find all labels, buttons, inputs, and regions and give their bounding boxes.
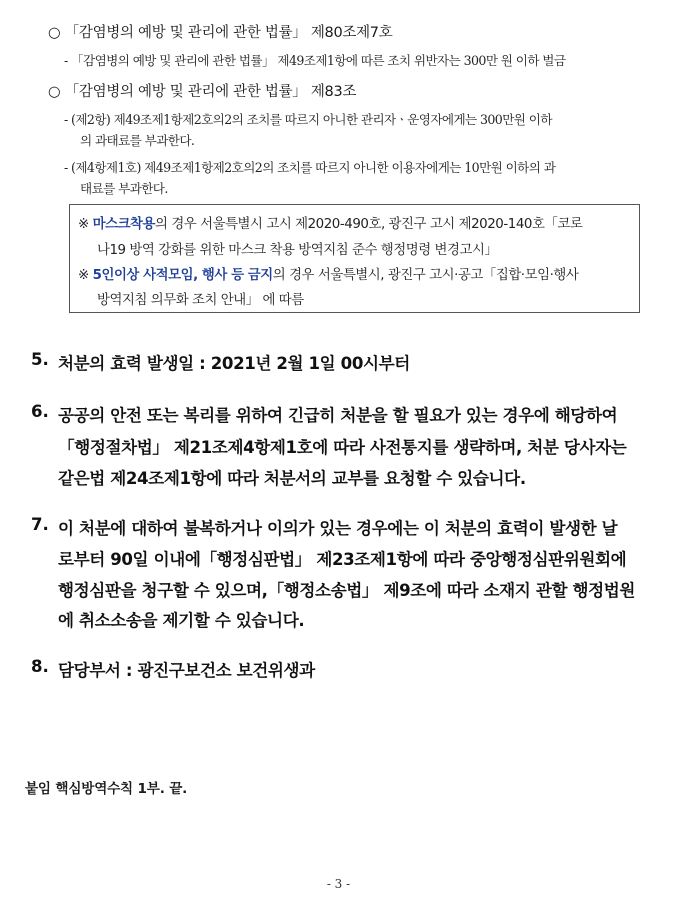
note-mark: ※ xyxy=(78,217,89,232)
note-mask-text-b: 나19 방역 강화를 위한 마스크 착용 방역지침 준수 행정명령 변경고시」 xyxy=(97,243,498,258)
law-item-article-83-para4-cont: 태료를 부과한다. xyxy=(80,181,168,196)
note-gathering-text-b: 방역지침 의무화 조치 안내」 에 따름 xyxy=(97,293,304,308)
section-7-number: 7. xyxy=(31,515,49,534)
section-6-line-2: 「행정절차법」 제21조제4항제1호에 따라 사전통지를 생략하며, 처분 당사자는 xyxy=(58,438,627,457)
law-item-article-83-para4: - (제4항제1호) 제49조제1항제2호의2의 조치를 따르지 아니한 이용자에게는 10만원 이하의 과 xyxy=(64,160,556,175)
note-mark: ※ xyxy=(78,268,89,283)
law-heading-article-83: ○ 「감염병의 예방 및 관리에 관한 법률」 제83조 xyxy=(48,84,357,100)
section-7-line-3: 행정심판을 청구할 수 있으며,「행정소송법」 제9조에 따라 소재지 관할 행정법원 xyxy=(58,581,635,600)
section-6-line-3: 같은법 제24조제1항에 따라 처분서의 교부를 요청할 수 있습니다. xyxy=(58,469,526,488)
note-mask-line-1 xyxy=(78,213,582,232)
section-7-line-4: 에 취소소송을 제기할 수 있습니다. xyxy=(58,611,305,630)
note-mask-text-a: 의 경우 서울특별시 고시 제2020-490호, 광진구 고시 제2020-140호「코로 xyxy=(155,217,583,232)
section-5-line-1: 처분의 효력 발생일 : 2021년 2월 1일 00시부터 xyxy=(58,354,410,373)
note-highlight-mask: 마스크착용 xyxy=(92,217,156,232)
law-item-article-80: - 「감염병의 예방 및 관리에 관한 법률」 제49조제1항에 따른 조치 위반자는 300만 원 이하 벌금 xyxy=(64,53,566,68)
note-box xyxy=(69,204,640,313)
section-7-line-2: 로부터 90일 이내에「행정심판법」 제23조제1항에 따라 중앙행정심판위원회에 xyxy=(58,550,627,569)
section-7-line-1: 이 처분에 대하여 불복하거나 이의가 있는 경우에는 이 처분의 효력이 발생한 날 xyxy=(58,519,618,538)
page-number: - 3 - xyxy=(326,877,351,891)
section-6-number: 6. xyxy=(31,402,49,421)
section-6-line-1: 공공의 안전 또는 복리를 위하여 긴급히 처분을 할 필요가 있는 경우에 해당하여 xyxy=(58,406,618,425)
attachment-line: 붙임 핵심방역수칙 1부. 끝. xyxy=(25,781,188,797)
section-8-line-1: 담당부서 : 광진구보건소 보건위생과 xyxy=(58,661,315,680)
law-heading-article-80: ○ 「감염병의 예방 및 관리에 관한 법률」 제80조제7호 xyxy=(48,25,393,41)
note-highlight-gathering: 5인이상 사적모임, 행사 등 금지 xyxy=(92,268,273,283)
law-item-article-83-para2-cont: 의 과태료를 부과한다. xyxy=(80,133,195,148)
note-gathering-line-1 xyxy=(78,264,578,283)
section-8-number: 8. xyxy=(31,657,49,676)
section-5-number: 5. xyxy=(31,350,49,369)
law-item-article-83-para2: - (제2항) 제49조제1항제2호의2의 조치를 따르지 아니한 관리자ㆍ운영자에게는 300만원 이하 xyxy=(64,112,552,127)
note-gathering-text-a: 의 경우 서울특별시, 광진구 고시·공고「집합·모임·행사 xyxy=(272,268,579,283)
